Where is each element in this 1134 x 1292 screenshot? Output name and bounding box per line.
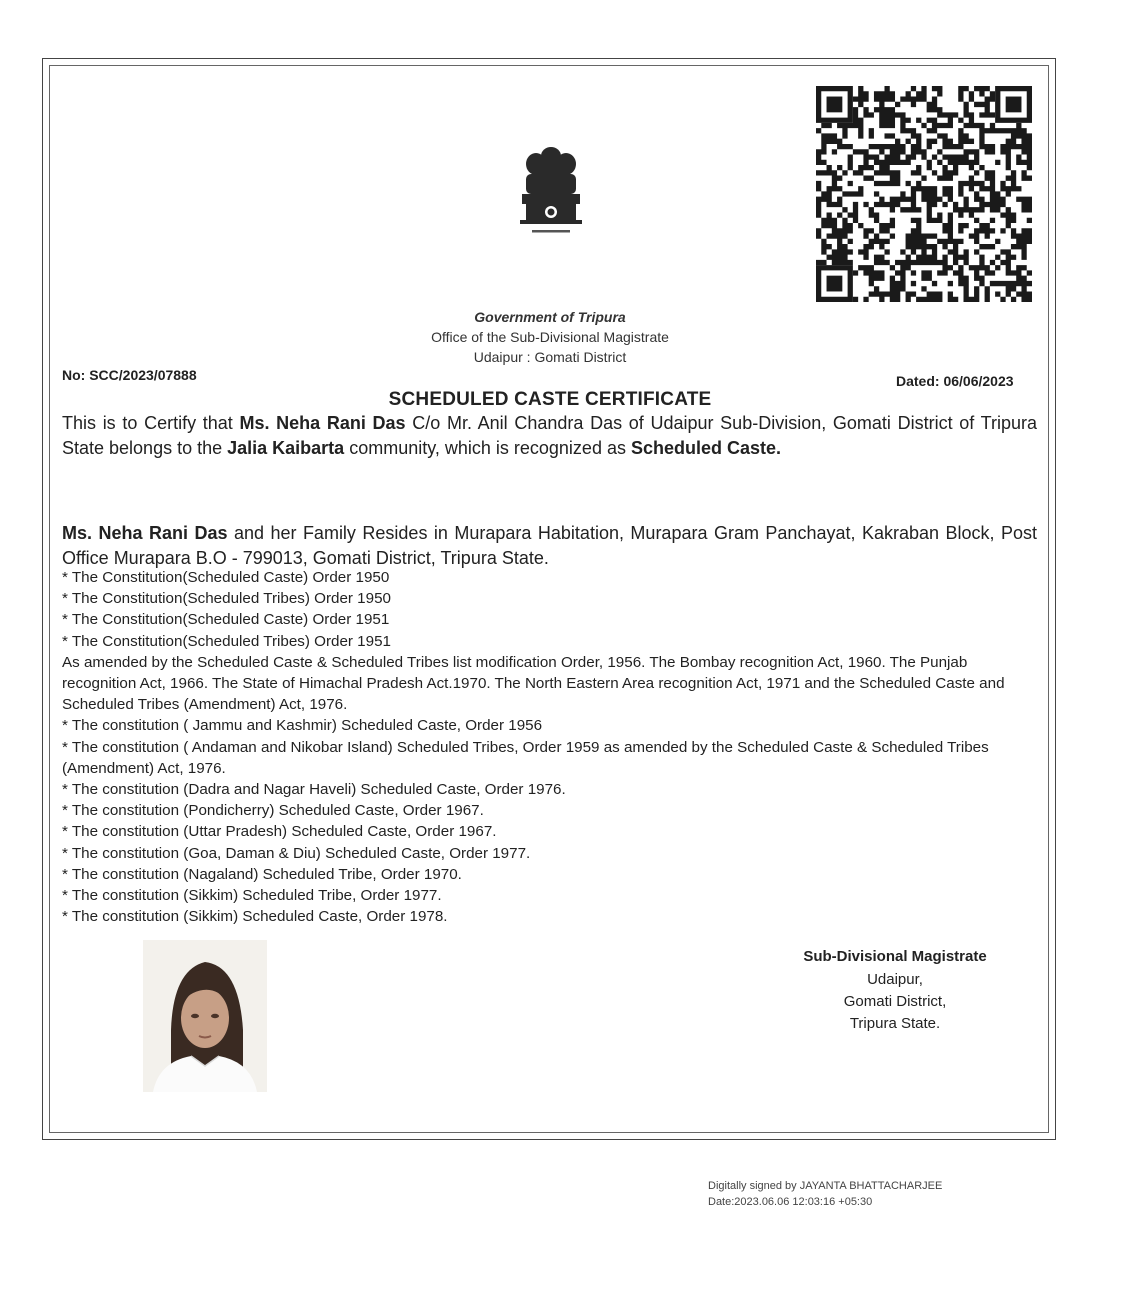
order-item: As amended by the Scheduled Caste & Scheduled Tribes list modification Order, 1956. The Bombay recognition Act, 1960. The Punjab recognition Act, 1966. The State of Himachal Pradesh Act.1970. The North Eastern Area recognition Act, 1971 and the Scheduled Caste and Scheduled Tribes (Amendment) Act, 1976. bbox=[62, 653, 1005, 714]
digital-signature-date: Date:2023.06.06 12:03:16 +05:30 bbox=[708, 1196, 873, 1208]
certificate-date: Dated: 06/06/2023 bbox=[896, 373, 1014, 389]
order-item: * The Constitution(Scheduled Caste) Order 1950 bbox=[62, 569, 390, 586]
government-name: Government of Tripura bbox=[474, 309, 626, 325]
residence-applicant-name: Ms. Neha Rani Das bbox=[62, 523, 228, 543]
community-name: Jalia Kaibarta bbox=[227, 438, 345, 458]
order-item: * The constitution (Nagaland) Scheduled Tribe, Order 1970. bbox=[62, 865, 462, 883]
qr-code-icon bbox=[814, 86, 1034, 302]
applicant-name: Ms. Neha Rani Das bbox=[239, 413, 406, 433]
order-item: * The Constitution(Scheduled Tribes) Order 1951 bbox=[62, 632, 391, 650]
order-item: * The Constitution(Scheduled Caste) Order 1951 bbox=[62, 611, 390, 629]
signatory-location-1: Udaipur, bbox=[867, 971, 923, 988]
order-item: * The constitution (Dadra and Nagar Haveli) Scheduled Caste, Order 1976. bbox=[62, 781, 566, 799]
caste-category: Scheduled Caste. bbox=[630, 438, 782, 458]
qr-finder-pattern bbox=[816, 86, 853, 123]
district-name: Udaipur : Gomati District bbox=[473, 349, 627, 365]
certificate-title: SCHEDULED CASTE CERTIFICATE bbox=[388, 389, 712, 410]
certificate-number: No: SCC/2023/07888 bbox=[62, 367, 197, 383]
digital-signature-name: Digitally signed by JAYANTA BHATTACHARJEE bbox=[708, 1180, 943, 1192]
order-item: * The constitution (Sikkim) Scheduled Caste, Order 1978. bbox=[62, 908, 448, 926]
qr-finder-pattern bbox=[995, 86, 1032, 123]
signatory-location-3: Tripura State. bbox=[849, 1015, 941, 1032]
p1-text-a: This is to Certify that bbox=[62, 413, 240, 433]
order-item: * The constitution (Sikkim) Scheduled Tribe, Order 1977. bbox=[62, 887, 442, 905]
p1-text-b: C/o Mr. Anil Chandra Das of Udaipur Sub-Division, Gomati District of Tripura State belongs to the bbox=[62, 413, 1037, 458]
p1-text-c: community, which is recognized as bbox=[344, 438, 631, 458]
order-item: * The constitution (Goa, Daman & Diu) Scheduled Caste, Order 1977. bbox=[62, 844, 531, 862]
residence-paragraph bbox=[62, 521, 1037, 571]
state-emblem-icon bbox=[512, 144, 590, 238]
office-name: Office of the Sub-Divisional Magistrate bbox=[431, 329, 669, 345]
order-item: * The constitution (Pondicherry) Scheduled Caste, Order 1967. bbox=[62, 802, 484, 820]
qr-finder-pattern bbox=[816, 265, 853, 302]
order-item: * The constitution (Uttar Pradesh) Scheduled Caste, Order 1967. bbox=[62, 823, 497, 841]
applicant-photo bbox=[143, 940, 267, 1092]
order-item: * The constitution ( Jammu and Kashmir) Scheduled Caste, Order 1956 bbox=[62, 717, 543, 735]
order-item: * The constitution ( Andaman and Nikobar Island) Scheduled Tribes, Order 1959 as amended by the Scheduled Caste & Scheduled Tribes (Amendment) Act, 1976. bbox=[62, 738, 989, 777]
order-item: * The Constitution(Scheduled Tribes) Order 1950 bbox=[62, 590, 391, 608]
constitution-orders-list bbox=[62, 567, 1037, 927]
residence-text: and her Family Resides in Murapara Habitation, Murapara Gram Panchayat, Kakraban Block, Post Office Murapara B.O - 799013, Gomati District, Tripura State. bbox=[62, 523, 1037, 568]
signatory-role: Sub-Divisional Magistrate bbox=[803, 948, 987, 965]
certification-paragraph bbox=[62, 411, 1037, 461]
signatory-location-2: Gomati District, bbox=[843, 993, 947, 1010]
